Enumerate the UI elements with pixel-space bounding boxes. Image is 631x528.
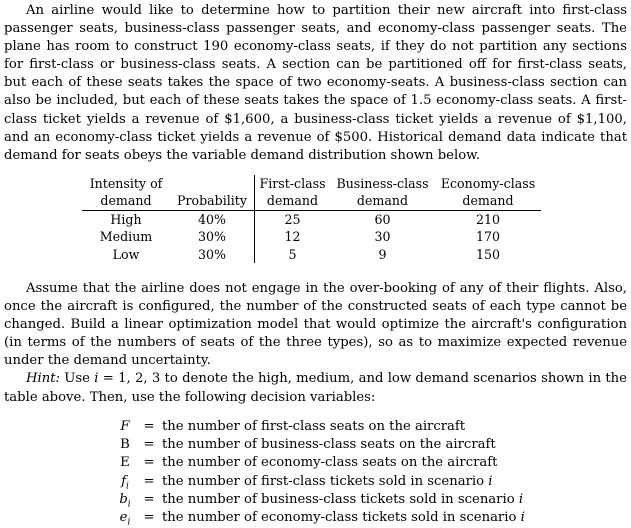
variable-row — [112, 454, 525, 472]
equals-sign: = — [143, 510, 155, 526]
scenario-index: i — [488, 473, 493, 489]
variable-subscript: i — [127, 517, 131, 528]
scenario-index: i — [518, 491, 524, 507]
variable-symbol — [112, 473, 138, 491]
cell-intensity: Medium — [99, 229, 153, 245]
variable-symbol — [112, 436, 138, 454]
header-business-class-2: demand — [330, 192, 435, 210]
variable-letter: E — [120, 455, 130, 471]
cell-intensity: Low — [112, 246, 140, 262]
variable-description-text: the number of economy-class seats on the aircraft — [162, 455, 498, 471]
variable-letter: b — [119, 491, 128, 507]
variable-symbol — [112, 454, 138, 472]
variable-row — [112, 473, 525, 491]
cell-business-class: 30 — [374, 229, 391, 245]
variable-row — [112, 436, 525, 454]
equals-sign: = — [143, 491, 155, 507]
cell-economy-class: 210 — [475, 211, 501, 227]
hint-paragraph — [4, 370, 627, 406]
equals-sign: = — [143, 455, 155, 471]
header-probability-2: Probability — [170, 192, 255, 210]
table-header-row-1 — [82, 175, 541, 192]
cell-probability: 30% — [170, 246, 255, 263]
header-economy-class-1: Economy-class — [440, 176, 536, 191]
cell-probability: 30% — [170, 228, 255, 245]
cell-economy-class: 170 — [475, 229, 501, 245]
hint-index-values: = 1, 2, 3 — [102, 371, 161, 387]
cell-intensity: High — [110, 211, 142, 227]
header-probability-1 — [170, 175, 255, 192]
variable-description-text: the number of business-class seats on the aircraft — [162, 437, 496, 453]
variable-description — [160, 418, 525, 436]
assumption-section — [4, 280, 627, 407]
cell-first-class: 12 — [284, 229, 301, 245]
header-business-class-1: Business-class — [336, 176, 429, 191]
variable-symbol — [112, 491, 138, 509]
variable-description-text: the number of business-class tickets sold in scenario — [162, 491, 519, 507]
variable-letter: e — [119, 510, 128, 526]
header-first-class-2: demand — [255, 192, 331, 210]
hint-index-var: i — [94, 371, 99, 387]
equals-sign: = — [143, 437, 155, 453]
demand-table — [82, 175, 541, 263]
header-first-class-1: First-class — [259, 176, 326, 191]
variable-symbol — [112, 509, 138, 527]
equals-sign: = — [143, 473, 155, 489]
hint-rest: to denote the high, medium, and low demand scenarios shown in the table above. Then, use the following decision variables: — [4, 371, 627, 405]
table-header-row-2 — [82, 192, 541, 210]
table-row — [82, 228, 541, 245]
hint-use: Use — [64, 371, 90, 387]
cell-first-class: 25 — [284, 211, 301, 227]
cell-business-class: 9 — [378, 246, 387, 262]
demand-table-wrapper — [82, 175, 541, 263]
hint-label: Hint: — [26, 371, 60, 387]
variable-description — [160, 454, 525, 472]
assumption-paragraph: Assume that the airline does not engage in the over-booking of any of their flights. Also, once the aircraft is configured, the number of the constructed seats of each type cannot be changed. Build a linear optimization model that would optimize the aircraft's configuration (in terms of the numbers of seats of the three types), so as to maximize expected revenue under the demand uncertainty. — [4, 281, 627, 369]
variable-row — [112, 491, 525, 509]
variable-description-text: the number of economy-class tickets sold in scenario — [162, 510, 521, 526]
variable-description-text: the number of first-class seats on the aircraft — [162, 419, 466, 434]
variable-description — [160, 436, 525, 454]
variable-symbol — [112, 418, 138, 436]
header-intensity-1: Intensity of — [89, 176, 163, 191]
header-economy-class-2: demand — [435, 192, 541, 210]
variables-table — [112, 418, 525, 527]
equals-sign: = — [143, 419, 155, 434]
variable-description — [160, 473, 525, 491]
cell-probability: 40% — [170, 210, 255, 228]
variable-letter: f — [121, 473, 126, 489]
table-row — [82, 210, 541, 228]
variable-subscript: i — [126, 481, 129, 492]
variable-description — [160, 509, 525, 527]
table-row — [82, 246, 541, 263]
variable-letter: B — [120, 437, 130, 453]
header-intensity-2: demand — [82, 192, 170, 210]
variable-subscript: i — [127, 499, 131, 510]
problem-text — [4, 2, 627, 165]
cell-business-class: 60 — [374, 211, 391, 227]
cell-first-class: 5 — [288, 246, 297, 262]
variable-row — [112, 509, 525, 527]
variable-description-text: the number of first-class tickets sold in scenario — [162, 473, 489, 489]
variable-row — [112, 418, 525, 436]
decision-variables — [112, 418, 525, 527]
variable-letter: F — [120, 419, 130, 434]
variable-description — [160, 491, 525, 509]
cell-economy-class: 150 — [475, 246, 501, 262]
scenario-index: i — [520, 510, 525, 526]
intro-paragraph: An airline would like to determine how to partition their new aircraft into first-class passenger seats, business-class passenger seats, and economy-class passenger seats. The plane has room to construct 190 economy-class seats, if they do not partition any sections for first-class or business-class seats. A section can be partitioned off for first-class seats, but each of these seats takes the space of two economy-seats. A business-class section can also be included, but each of these seats takes the space of 1.5 economy-class seats. A first-class ticket yields a revenue of $1,600, a business-class ticket yields a revenue of $1,100, and an economy-class ticket yields a revenue of $500. Historical demand data indicate that demand for seats obeys the variable demand distribution shown below. — [4, 3, 627, 163]
